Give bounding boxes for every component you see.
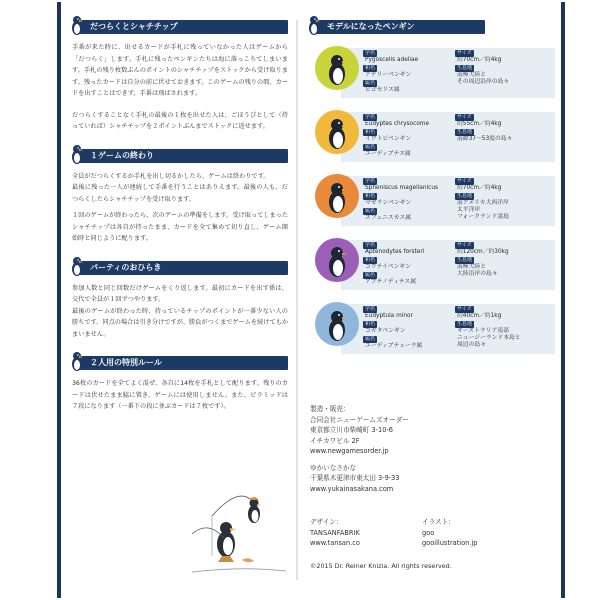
- label-scientific: 学名: [365, 50, 376, 56]
- illust-label: イラスト：: [422, 518, 455, 526]
- penguin-row: [305, 104, 555, 168]
- section-heading: [68, 143, 290, 165]
- paragraph: 全員がだつらくするか手札を出し切るかしたら、ゲームは終わりです。: [72, 172, 270, 180]
- label-genus: 属名: [365, 336, 376, 342]
- publisher-line: ゆかいなさかな: [310, 463, 357, 472]
- label-japanese: 和名: [365, 321, 376, 327]
- penguin-portrait: [315, 174, 359, 218]
- label-habitat: 生息地: [457, 257, 473, 263]
- label-japanese: 和名: [365, 65, 376, 71]
- section-title: ２人用の特別ルール: [90, 358, 162, 367]
- label-scientific: 学名: [365, 242, 376, 248]
- section-heading: [68, 350, 290, 372]
- left-column: [68, 14, 290, 413]
- section-dropout: [68, 14, 290, 143]
- section-title: １ゲームの終わり: [90, 150, 154, 160]
- section-title: パーティのおひらき: [90, 262, 162, 272]
- label-size: サイズ: [457, 178, 472, 184]
- japanese-name: マゼランペンギン: [365, 200, 412, 206]
- paragraph: 参加人数と同じ回数だけゲームをくり返します。最初にカードを出す係は、交代で全員が１回ずつやります。: [72, 284, 288, 303]
- habitat-line: ニュージーランド本島と: [457, 335, 521, 341]
- paragraph: １回のゲームが終わったら、次のゲームの準備をします。受け取ってしまったシャチチップは各自が持ったまま、カードを全て集めて切り直し、ゲーム開始時と同じように配ります。: [72, 212, 289, 242]
- scientific-name: Aptenodytes forsteri: [365, 249, 425, 255]
- illust-line: goo: [422, 528, 435, 537]
- genus-name: ピゴセリス属: [365, 87, 400, 93]
- size-value: 約40cm／約1kg: [457, 313, 502, 319]
- copyright-notice: ©2015 Dr. Reiner Knizia. All rights reserved.: [310, 562, 452, 570]
- producer-line: 合同会社ニューゲームズオーダー: [310, 415, 409, 424]
- label-scientific: 学名: [365, 114, 376, 120]
- section-heading: [305, 14, 555, 36]
- penguin-row: [305, 40, 555, 104]
- section-heading: [68, 255, 290, 277]
- label-genus: 属名: [365, 80, 376, 86]
- design-url[interactable]: www.tansan.co: [310, 539, 360, 547]
- penguin-portrait: [315, 238, 359, 282]
- penguin-icon: [68, 350, 86, 372]
- column-divider: [296, 20, 298, 580]
- section-title: モデルになったペンギン: [327, 22, 415, 31]
- producer-label: 製造・販売：: [310, 405, 350, 413]
- section-title: だつらくとシャチチップ: [90, 22, 178, 31]
- design-credit: [310, 517, 360, 549]
- penguin-icon: [68, 255, 86, 277]
- section-two-player: [68, 350, 290, 413]
- publisher-info: [310, 404, 550, 500]
- scientific-name: Pygoscelis adeliae: [365, 57, 419, 63]
- right-edge-band: [561, 2, 565, 598]
- japanese-name: コウテイペンギン: [365, 264, 411, 270]
- penguin-row: [305, 296, 555, 360]
- section-game-end: [68, 143, 290, 255]
- label-scientific: 学名: [365, 178, 376, 184]
- producer-url[interactable]: www.newgamesorder.jp: [310, 447, 389, 455]
- producer-line: イチカワビル 2F: [310, 436, 360, 445]
- producer-line: 東京都立川市柴崎町 3-10-6: [310, 426, 393, 434]
- illust-credit: [422, 517, 477, 549]
- paragraph: 最後のゲームが終わった時、持っているチップのポイントが一番少ない人の勝ちです。同点の場合は引き分けですが、勝負がつくまでゲームを続けてもかまいません。: [72, 307, 289, 338]
- label-genus: 属名: [365, 208, 376, 214]
- habitat-line: その周辺沿岸の島々: [457, 79, 510, 85]
- label-japanese: 和名: [365, 129, 376, 135]
- label-size: サイズ: [457, 114, 472, 120]
- section-heading: [68, 14, 290, 36]
- scientific-name: Eudyptes chrysocome: [365, 121, 430, 127]
- paragraph: だつらくすることなく手札の最後の１枚を出せた人は、ごほうびとして（持っていれば）シャチチップを２ポイントぶんまでストックに返せます。: [72, 111, 288, 130]
- paragraph: 手番が来た時に、出せるカードが手札に残っていなかった人はゲームから「だつらく」します。手札に残ったペンギンたちは海に落っこちてしまいます。手札の残り枚数ぶんのポイントのシャチチップをストックから受け取ります。残ったカードは自分の前に伏せておきます。このゲームの残りの間、カードを出すことはできず、手番は飛ばされます。: [72, 44, 288, 97]
- label-habitat: 生息地: [457, 321, 473, 327]
- habitat-line: フォークランド諸島: [457, 214, 509, 220]
- japanese-name: コガタペンギン: [365, 328, 406, 334]
- label-scientific: 学名: [365, 306, 376, 312]
- paragraph: 36枚のカードを全てよく混ぜ、各自に14枚を手札として配ります。残りのカードは伏せたまま脇に置き、ゲームには使用しません。また、ピラミッドは７段になります（一番下の段に並ぶカードは７枚です）。: [72, 380, 288, 410]
- penguin-icon: [68, 14, 86, 36]
- habitat-line: 南緯37〜53度の島々: [457, 136, 513, 142]
- size-value: 約70cm／約4kg: [457, 57, 502, 63]
- genus-name: ユーディプテス属: [365, 151, 411, 157]
- penguin-row: [305, 168, 555, 232]
- penguin-row: [305, 232, 555, 296]
- label-genus: 属名: [365, 272, 376, 278]
- japanese-name: アデリーペンギン: [365, 72, 412, 78]
- label-japanese: 和名: [365, 257, 376, 263]
- genus-name: ユーディプテューラ属: [365, 343, 423, 349]
- publisher-line: 千葉県木更津市東太田 3-9-33: [310, 474, 400, 482]
- label-genus: 属名: [365, 144, 376, 150]
- label-habitat: 生息地: [457, 193, 473, 199]
- habitat-line: オーストラリア南部: [457, 328, 509, 334]
- habitat-line: 周辺の島々: [457, 342, 486, 348]
- publisher-block: [310, 463, 550, 495]
- label-size: サイズ: [457, 50, 472, 56]
- penguin-portrait: [315, 46, 359, 90]
- penguin-icon: [305, 14, 323, 36]
- label-japanese: 和名: [365, 193, 376, 199]
- penguin-portrait: [315, 110, 359, 154]
- left-edge-band: [57, 2, 61, 598]
- paragraph: 最後に残った一人が連続して手番を行うことはありえます。最後の人も、だつらくしたらシャチチップを受け取ります。: [72, 184, 288, 203]
- section-party-end: [68, 255, 290, 351]
- habitat-line: 南アメリカ大西洋岸: [457, 200, 509, 206]
- label-habitat: 生息地: [457, 65, 473, 71]
- size-value: 約70cm／約4kg: [457, 185, 502, 191]
- design-label: デザイン：: [310, 518, 343, 526]
- label-size: サイズ: [457, 306, 472, 312]
- fishing-penguins-illustration: [182, 476, 292, 576]
- publisher-url[interactable]: www.yukainasakana.com: [310, 484, 394, 493]
- scientific-name: Spheniscus magellanicus: [365, 185, 439, 191]
- scientific-name: Eudyptula minor: [365, 313, 413, 319]
- penguin-portrait: [315, 302, 359, 346]
- right-column: [305, 14, 555, 360]
- producer-block: [310, 404, 550, 457]
- habitat-line: 南極大陸と: [457, 72, 486, 78]
- japanese-name: イワトビペンギン: [365, 136, 412, 142]
- genus-name: スフェニスカス属: [365, 215, 412, 221]
- design-line: TANSANFABRIK: [310, 528, 360, 537]
- penguin-list: [305, 40, 555, 360]
- label-size: サイズ: [457, 242, 472, 248]
- illust-url[interactable]: gooillustration.jp: [422, 539, 478, 547]
- size-value: 約120cm／約30kg: [457, 249, 509, 255]
- genus-name: アプテノディテス属: [365, 279, 417, 285]
- penguin-icon: [68, 143, 86, 165]
- habitat-line: 大陸沿岸の島々: [457, 271, 498, 277]
- habitat-line: 南極大陸と: [457, 264, 486, 270]
- habitat-line: 太平洋岸: [457, 207, 481, 213]
- size-value: 約55cm／約4kg: [457, 121, 502, 127]
- label-habitat: 生息地: [457, 129, 473, 135]
